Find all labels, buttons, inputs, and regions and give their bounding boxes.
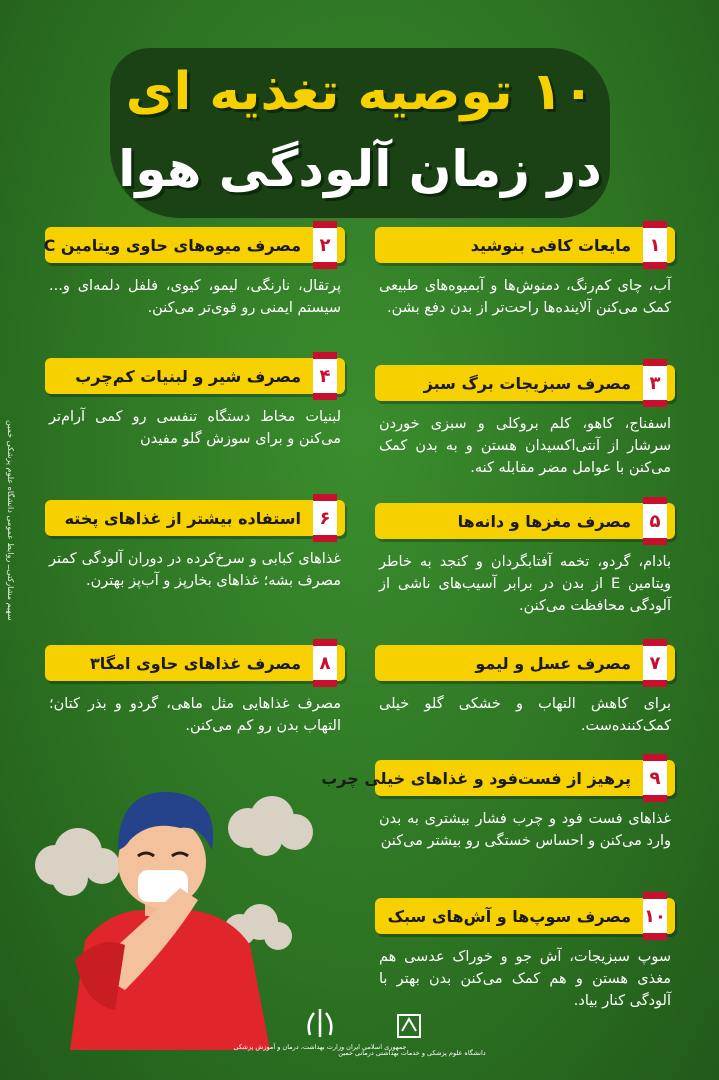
tip-title: مصرف میوه‌های حاوی ویتامین C	[43, 235, 301, 255]
smoke-cloud-right	[224, 796, 313, 950]
tip-4	[45, 358, 345, 450]
tip-title: مصرف غذاهای حاوی امگا۳	[90, 653, 301, 673]
gov-logo-caption: جمهوری اسلامی ایران وزارت بهداشت، درمان و آموزش پزشکی	[233, 1043, 407, 1051]
tip-body: آب، چای کم‌رنگ، دمنوش‌ها و آبمیوه‌های طبیعی کمک می‌کنن آلاینده‌ها راحت‌تر از بدن دفع بشن.	[379, 278, 671, 316]
page-title: ۱۰ توصیه تغذیه ای	[125, 62, 595, 122]
tip-header	[45, 227, 345, 263]
tip-title: مایعات کافی بنوشید	[470, 235, 631, 255]
tip-7	[375, 645, 675, 737]
tip-body: سوپ سبزیجات، آش جو و خوراک عدسی هم مغذی هستن و هم کمک می‌کنن بدن بهتر با آلودگی کنار بیاد.	[379, 949, 671, 1009]
tip-number: ۳	[643, 359, 667, 407]
tip-body: غذاهای فست فود و چرب فشار بیشتری به بدن وارد می‌کنن و احساس خستگی رو بیشتر می‌کنن	[379, 811, 671, 849]
university-logo-icon	[338, 1015, 486, 1057]
tip-header	[45, 358, 345, 394]
tip-number: ۱۰	[643, 892, 667, 940]
tip-title: مصرف مغزها و دانه‌ها	[457, 511, 631, 531]
tip-body: مصرف غذاهایی مثل ماهی، گردو و بذر کتان؛ التهاب بدن رو کم می‌کنن.	[49, 696, 341, 734]
page-subtitle: در زمان آلودگی هوا	[118, 140, 602, 198]
tip-body: بادام، گردو، تخمه آفتابگردان و کنجد به خاطر ویتامین E از بدن در برابر آسیب‌های ناشی از آلودگی محافظت می‌کنن.	[379, 554, 671, 614]
tip-number: ۹	[643, 754, 667, 802]
logos	[233, 1005, 486, 1070]
tip-header	[321, 760, 675, 796]
tip-10	[375, 898, 675, 1012]
tip-body: غذاهای کبابی و سرخ‌کرده در دوران آلودگی کمتر مصرف بشه؛ غذاهای بخارپز و آب‌پز بهترن.	[49, 551, 341, 589]
side-credit: سهیم مشارکتی‌ــ روابط عمومی دانشگاه علوم پزشکی خمین	[6, 420, 15, 621]
tip-number: ۶	[313, 494, 337, 542]
tip-6	[45, 500, 345, 592]
tip-title: مصرف سوپ‌ها و آش‌های سبک	[387, 906, 631, 926]
tip-number: ۵	[643, 497, 667, 545]
coughing-man-illustration	[30, 770, 320, 1050]
tip-header	[375, 898, 675, 934]
tip-3	[375, 365, 675, 479]
tip-2	[45, 227, 345, 319]
tip-title: مصرف سبزیجات برگ سبز	[423, 373, 631, 393]
tip-number: ۷	[643, 639, 667, 687]
tip-number: ۱	[643, 221, 667, 269]
tip-9	[321, 760, 675, 852]
tip-title: مصرف شیر و لبنیات کم‌چرب	[75, 366, 301, 386]
tip-8	[45, 645, 345, 737]
tip-header	[375, 365, 675, 401]
tip-number: ۲	[313, 221, 337, 269]
tip-header	[375, 227, 675, 263]
tip-body: لبنیات مخاط دستگاه تنفسی رو کمی آرام‌تر می‌کنن و برای سوزش گلو مفیدن	[49, 409, 341, 447]
tip-header	[375, 503, 675, 539]
tip-header	[375, 645, 675, 681]
smoke-cloud-left	[35, 828, 120, 896]
tip-title: مصرف عسل و لیمو	[475, 653, 631, 673]
tip-title: استفاده بیشتر از غذاهای پخته	[64, 508, 301, 528]
tip-body: برای کاهش التهاب و خشکی گلو خیلی کمک‌کننده‌ست.	[379, 696, 671, 734]
tip-body: اسفناج، کاهو، کلم بروکلی و سبزی خوردن سرشار از آنتی‌اکسیدان هستن و به بدن کمک می‌کنن با عوامل مضر مقابله کنه.	[379, 416, 671, 476]
tip-number: ۸	[313, 639, 337, 687]
tip-5	[375, 503, 675, 617]
tip-header	[45, 645, 345, 681]
tip-number: ۴	[313, 352, 337, 400]
university-logo-caption: دانشگاه علوم پزشکی و خدمات بهداشتی درمانی خمین	[338, 1049, 486, 1057]
tip-title: پرهیز از فست‌فود و غذاهای خیلی چرب	[321, 768, 631, 788]
tip-body: پرتقال، نارنگی، لیمو، کیوی، فلفل دلمه‌ای و... سیستم ایمنی رو قوی‌تر می‌کنن.	[49, 278, 341, 316]
tip-1	[375, 227, 675, 319]
title-area	[40, 40, 680, 210]
tip-header	[45, 500, 345, 536]
